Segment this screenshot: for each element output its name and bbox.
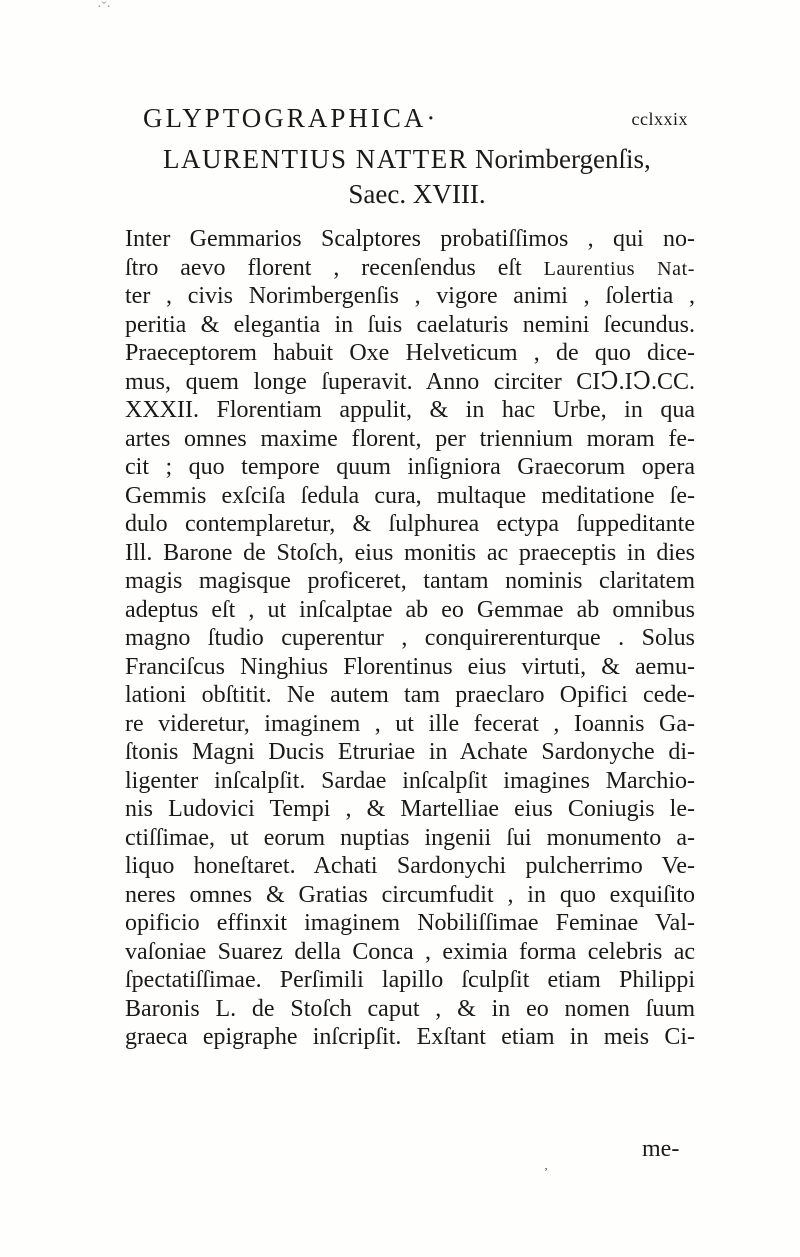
text-line: ctiſſimae, ut eorum nuptias ingenii ſui monumento a- — [125, 824, 695, 851]
text-line: dulo contemplaretur, & ſulphurea ectypa ſuppeditante — [125, 511, 695, 537]
running-head — [143, 103, 688, 137]
text-line: peritia & elegantia in ſuis caelaturis nemini ſecundus. — [125, 311, 695, 338]
text-line: adeptus eſt , ut inſcalptae ab eo Gemmae ab omnibus — [125, 596, 695, 623]
text-line: re videretur, imaginem , ut ille fecerat , Ioannis Ga- — [125, 710, 695, 737]
text-line: Inter Gemmarios Scalptores probatiſſimos , qui no- — [125, 226, 695, 252]
text-line: Franciſcus Ninghius Florentinus eius virtuti, & aemu- — [125, 653, 695, 680]
text-line: ligenter inſcalpſit. Sardae inſcalpſit imagines Marchio- — [125, 767, 695, 794]
artist-origin: Norimbergenſis, — [474, 144, 651, 174]
text-line: opificio effinxit imaginem Nobiliſſimae Feminae Val- — [125, 910, 695, 936]
section-heading — [163, 144, 651, 175]
text-line: graeca epigraphe inſcripſit. Exſtant etiam in meis Ci- — [125, 1024, 695, 1050]
body-text — [125, 225, 695, 1052]
text-line: ſtonis Magni Ducis Etruriae in Achate Sardonyche di- — [125, 739, 695, 765]
running-head-title: GLYPTOGRAPHICA· — [143, 103, 439, 133]
text-line: liquo honeſtaret. Achati Sardonychi pulcherrimo Ve- — [125, 853, 695, 879]
page-number: cclxxix — [631, 109, 688, 129]
text-line: magno ſtudio cuperentur , conquirerenturque . Solus — [125, 625, 695, 651]
text-line: nis Ludovici Tempi , & Martelliae eius Coniugis le- — [125, 796, 695, 822]
text-line: magis magisque proficeret, tantam nominis claritatem — [125, 568, 695, 594]
text-line: ter , civis Norimbergenſis , vigore animi , ſolertia , — [125, 283, 695, 309]
ink-speck: ·ˇ· — [97, 0, 111, 15]
text-line: cit ; quo tempore quum inſigniora Graecorum opera — [125, 454, 695, 480]
catchword: me- — [642, 1136, 680, 1162]
artist-name: LAURENTIUS NATTER — [163, 144, 469, 174]
text-line: lationi obſtitit. Ne autem tam praeclaro Opifici cede- — [125, 682, 695, 708]
text-line: Baronis L. de Stoſch caput , & in eo nomen ſuum — [125, 995, 695, 1022]
name-small-caps: Laurentius — [543, 257, 636, 280]
text-line: Praeceptorem habuit Oxe Helveticum , de quo dice- — [125, 340, 695, 366]
text-line: mus, quem longe ſuperavit. Anno circiter CIↃ.IↃ.CC. — [125, 368, 695, 395]
text-line: ſpectatiſſimae. Perſimili lapillo ſculpſit etiam Philippi — [125, 967, 695, 993]
century-subheading: Saec. XVIII. — [348, 179, 486, 209]
text-line: ſtro aevo florent , recenſendus eſt Laurentius Nat- — [125, 254, 696, 281]
text-line: vaſoniae Suarez della Conca , eximia forma celebris ac — [125, 938, 695, 965]
text-line: artes omnes maxime florent, per triennium moram fe- — [125, 425, 695, 452]
text-line: Gemmis exſciſa ſedula cura, multaque meditatione ſe- — [125, 482, 695, 509]
text-line: Ill. Barone de Stoſch, eius monitis ac praeceptis in dies — [125, 539, 695, 566]
name-small-caps: Nat- — [657, 257, 696, 280]
text-line: XXXII. Florentiam appulit, & in hac Urbe, in qua — [125, 397, 695, 423]
text-line: neres omnes & Gratias circumfudit , in quo exquiſito — [125, 881, 695, 908]
ink-speck: ʼ — [544, 1165, 548, 1179]
